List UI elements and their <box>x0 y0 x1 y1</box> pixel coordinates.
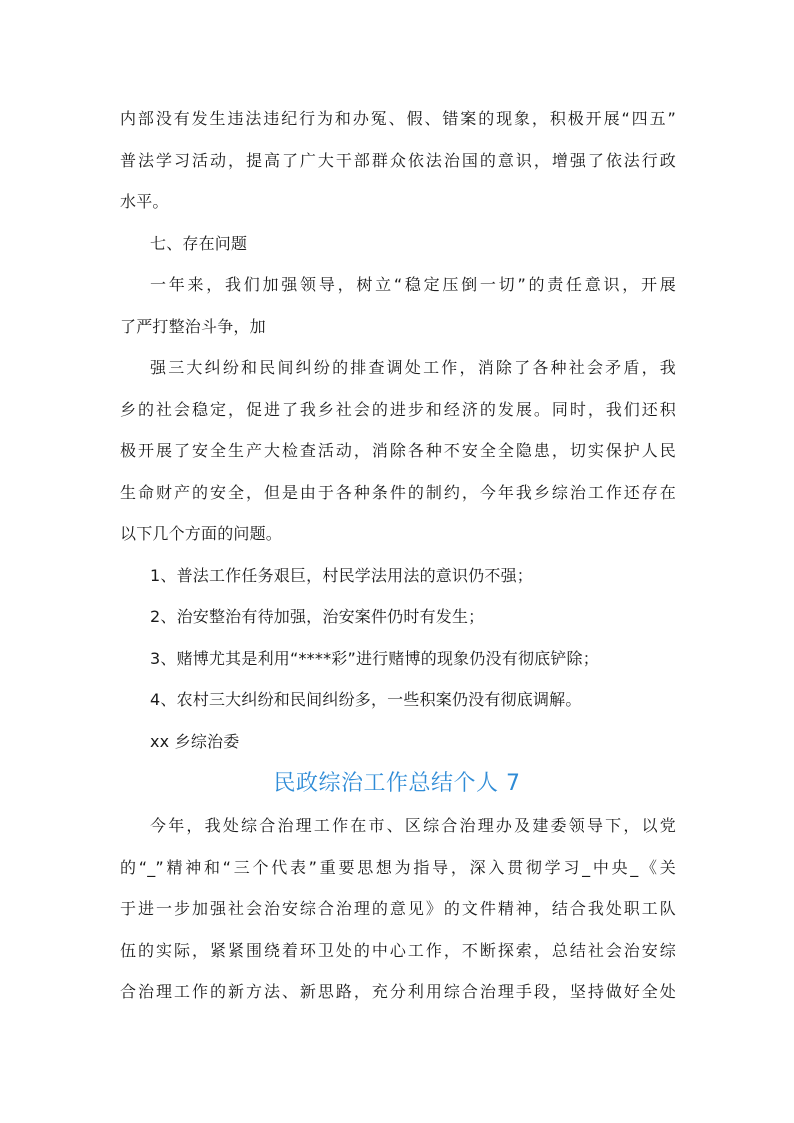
paragraph-line: 的“_”精神和“三个代表”重要思想为指导，深入贯彻学习_中央_《关 <box>120 858 676 877</box>
paragraph-line: 了严打整治斗争，加 <box>120 317 266 336</box>
paragraph-line: 一年来，我们加强领导，树立“稳定压倒一切”的责任意识，开展 <box>150 275 676 294</box>
paragraph-line: 内部没有发生违法违纪行为和办冤、假、错案的现象，积极开展“四五” <box>120 109 676 128</box>
document-title: 民政综治工作总结个人 7 <box>273 771 521 796</box>
signature-line: xx 乡综治委 <box>150 732 240 751</box>
paragraph-line: 今年，我处综合治理工作在市、区综合治理办及建委领导下，以党 <box>150 816 676 835</box>
paragraph-line: 强三大纠纷和民间纠纷的排查调处工作，消除了各种社会矛盾，我 <box>150 358 676 377</box>
paragraph-line: 普法学习活动，提高了广大干部群众依法治国的意识，增强了依法行政 <box>120 151 676 170</box>
paragraph-line: 于进一步加强社会治安综合治理的意见》的文件精神，结合我处职工队 <box>120 899 676 918</box>
paragraph-line: 以下几个方面的问题。 <box>120 524 283 543</box>
list-item: 1、普法工作任务艰巨，村民学法用法的意识仍不强； <box>150 566 533 585</box>
paragraph-line: 水平。 <box>120 192 169 211</box>
list-item: 2、治安整治有待加强，治安案件仍时有发生； <box>150 607 485 626</box>
section-heading: 七、存在问题 <box>150 234 248 253</box>
paragraph-line: 伍的实际，紧紧围绕着环卫处的中心工作，不断探索，总结社会治安综 <box>120 941 676 960</box>
list-item: 3、赌博尤其是利用“****彩”进行赌博的现象仍没有彻底铲除； <box>150 649 599 668</box>
paragraph-line: 生命财产的安全，但是由于各种条件的制约，今年我乡综治工作还存在 <box>120 483 676 502</box>
list-item: 4、农村三大纠纷和民间纠纷多，一些积案仍没有彻底调解。 <box>150 690 582 709</box>
paragraph-line: 乡的社会稳定，促进了我乡社会的进步和经济的发展。同时，我们还积 <box>120 400 676 419</box>
paragraph-line: 极开展了安全生产大检查活动，消除各种不安全全隐患，切实保护人民 <box>120 441 676 460</box>
paragraph-line: 合治理工作的新方法、新思路，充分利用综合治理手段，坚持做好全处 <box>120 982 676 1001</box>
